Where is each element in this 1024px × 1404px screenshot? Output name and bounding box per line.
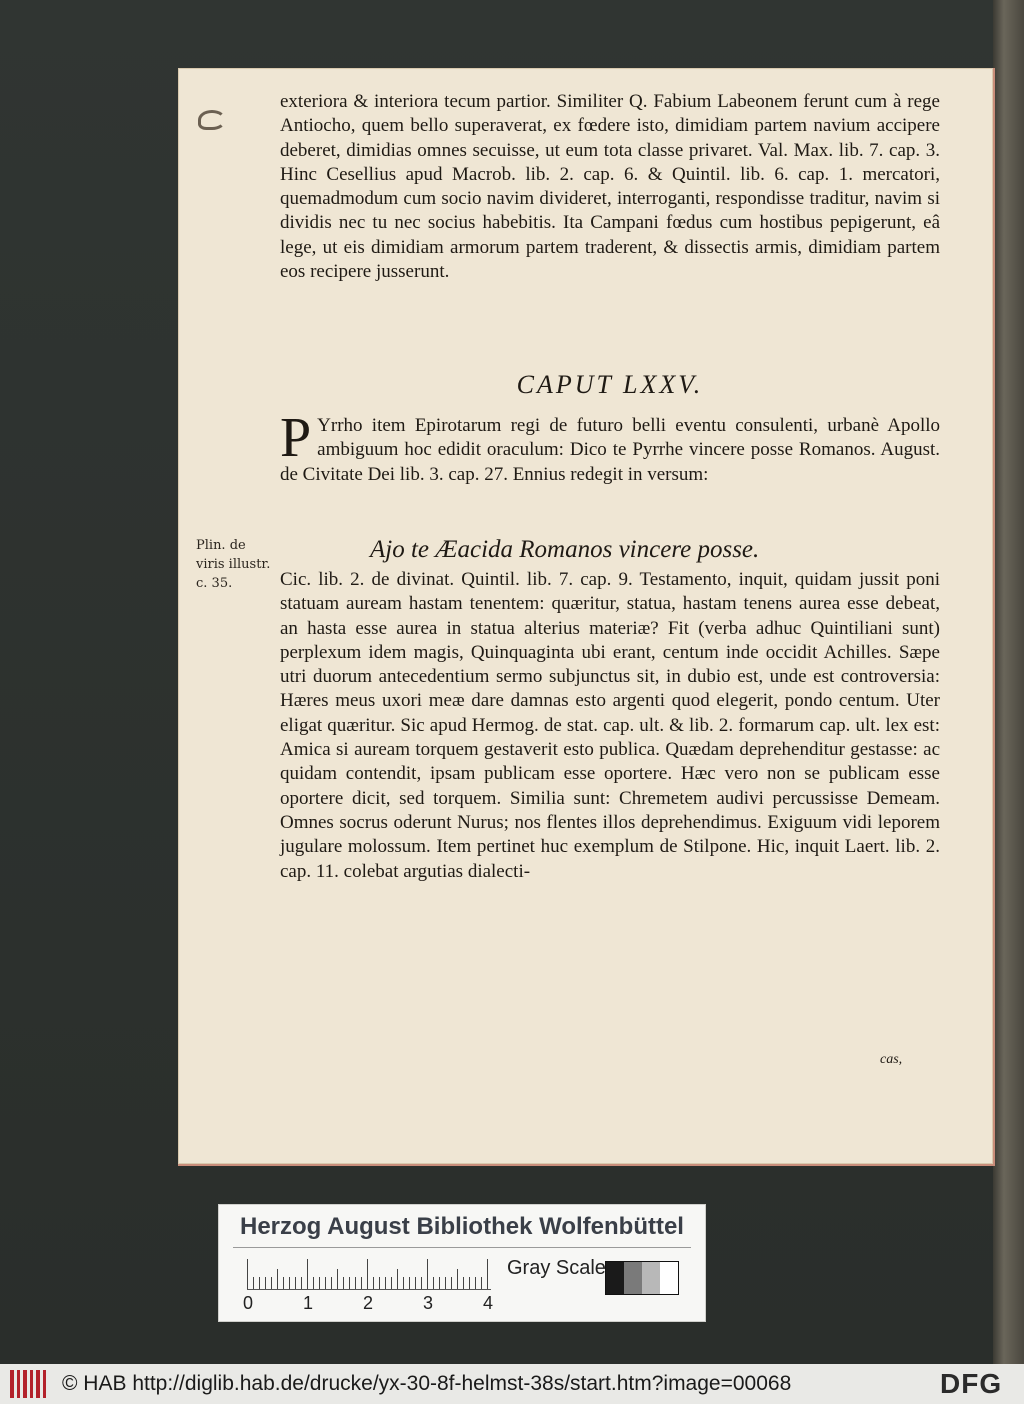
- ruler-tick: [289, 1277, 290, 1289]
- margin-note: Plin. de viris illustr. c. 35.: [196, 538, 271, 591]
- ruler-tick: [265, 1277, 266, 1289]
- ruler-tick: [445, 1277, 446, 1289]
- ruler-tick: [307, 1259, 308, 1289]
- body-text-bottom: [280, 568, 940, 884]
- ruler-tick: [427, 1259, 428, 1289]
- ruler-tick: [463, 1277, 464, 1289]
- color-reference-card: [218, 1204, 706, 1322]
- ruler-tick: [451, 1277, 452, 1289]
- ruler-tick: [373, 1277, 374, 1289]
- ruler-tick: [475, 1277, 476, 1289]
- body-text-caput: [280, 407, 940, 487]
- card-divider: [233, 1247, 691, 1248]
- ruler-tick: [379, 1277, 380, 1289]
- paragraph-bottom: Cic. lib. 2. de divinat. Quintil. lib. 7. cap. 9. Testamento, inquit, quidam jussit poni statuam auream hastam tenentem: quæritur, statua, hastam tenens aurea esse debeat, an hasta esse aurea in statua alterius materiæ? Fit (verba adhuc Quintiliani sunt) perplexum idem magis, Quinquaginta ubi erant, centum inde occidit Achilles. Sæpe utri duorum antecedentium sermo subjunctus sit, in dubio est, unde est controversia: Hæres meus uxori meæ dare damnas esto argenti quod elegerit, pondo centum. Uter eligat quæritur. Sic apud Hermog. de stat. cap. ult. & lib. 2. formarum cap. ult. lex est: Amica si auream torquem gestaverit esto publica. Quædam deprehenditur gestasse: ac quidam contendit, ipsam publicam esse oportere. Hæc vero non se publicam esse oportere dicit, sed torquem. Similia sunt: Chremetem audivi percussisse Demeam. Omnes socrus oderunt Nurus; nos flentes illos deprehendimus. Exiguum vidi leporem jugulare molossum. Item pertinet huc exemplum de Stilpone. Hic, inquit Laert. lib. 2. cap. 11. colebat argutias dialecti-: [280, 569, 940, 882]
- logo-bar: [36, 1370, 40, 1398]
- footer-url[interactable]: © HAB http://diglib.hab.de/drucke/yx-30-8f-helmst-38s/start.htm?image=00068: [62, 1372, 792, 1395]
- ruler-tick: [295, 1277, 296, 1289]
- chapter-heading: CAPUT LXXV.: [516, 370, 704, 399]
- ruler-tick: [343, 1277, 344, 1289]
- paragraph-top: exteriora & interiora tecum partior. Similiter Q. Fabium Labeonem ferunt cum à rege Antiocho, quem bello superaverat, ex fœdere isto, dimidiam partem navium accipere deberet, dimidias omnes secuisse, ut eum tota classe privaret. Val. Max. lib. 7. cap. 3. Hinc Cesellius apud Macrob. lib. 2. cap. 6. & Quintil. lib. 6. cap. 1. mercatori, quemadmodum cum socio navim divideret, interroganti, respondisse traditur, navim si dividis nec tu nec socius habebitis. Ita Campani fœdus cum hostibus pepigerunt, eâ lege, ut eis dimidiam armorum partem traderent, & dissectis armis, dimidiam partem eos recipere jusserunt.: [280, 91, 940, 283]
- body-text-top: [280, 90, 940, 284]
- hab-logo-icon: [10, 1370, 46, 1398]
- ruler-tick: [277, 1269, 278, 1289]
- card-title: Herzog August Bibliothek Wolfenbüttel: [240, 1213, 684, 1240]
- ruler-tick: [253, 1277, 254, 1289]
- ruler-tick: [415, 1277, 416, 1289]
- logo-bar: [10, 1370, 14, 1398]
- ruler-tick: [259, 1277, 260, 1289]
- footer-bar: [0, 1364, 1024, 1404]
- logo-bar: [30, 1370, 34, 1398]
- ruler-tick: [421, 1277, 422, 1289]
- dfg-logo: DFG: [940, 1368, 1003, 1399]
- ruler-tick: [271, 1277, 272, 1289]
- book-edge: [993, 0, 1024, 1364]
- logo-bar: [43, 1370, 47, 1398]
- ruler-tick: [385, 1277, 386, 1289]
- ruler-tick: [403, 1277, 404, 1289]
- ruler-tick: [391, 1277, 392, 1289]
- logo-bar: [23, 1370, 27, 1398]
- gray-swatch: [660, 1262, 678, 1294]
- ink-mark: [198, 110, 226, 130]
- ruler-tick: [409, 1277, 410, 1289]
- logo-bar: [17, 1370, 21, 1398]
- ruler-tick: [367, 1259, 368, 1289]
- paragraph-caput: Yrrho item Epirotarum regi de futuro belli eventu consulenti, urbanè Apollo ambiguum hoc edidit oraculum: Dico te Pyrrhe vincere posse Romanos. August. de Civitate Dei lib. 3. cap. 27. Ennius redegit in versum:: [280, 415, 940, 485]
- ruler-tick: [433, 1277, 434, 1289]
- ruler-tick: [361, 1277, 362, 1289]
- ruler-tick: [337, 1269, 338, 1289]
- catchword: cas,: [880, 1052, 903, 1067]
- ruler-tick: [283, 1277, 284, 1289]
- ruler-tick: [247, 1259, 248, 1289]
- ruler-tick: [469, 1277, 470, 1289]
- ruler-tick: [397, 1269, 398, 1289]
- ruler-tick: [457, 1269, 458, 1289]
- ruler-tick: [313, 1277, 314, 1289]
- ruler-tick: [301, 1277, 302, 1289]
- ruler-number: 4: [483, 1293, 494, 1313]
- ruler-tick: [319, 1277, 320, 1289]
- ruler-number: 2: [363, 1293, 374, 1313]
- ruler-number: 0: [243, 1293, 254, 1313]
- ruler-tick: [355, 1277, 356, 1289]
- gray-scale-label: Gray Scale: [507, 1257, 606, 1279]
- ruler-tick: [439, 1277, 440, 1289]
- scale-ruler: [247, 1257, 491, 1290]
- ruler-number: 3: [423, 1293, 434, 1313]
- gray-swatch: [606, 1262, 624, 1294]
- ruler-tick: [325, 1277, 326, 1289]
- drop-cap: P: [280, 407, 312, 469]
- ruler-tick: [487, 1259, 488, 1289]
- ruler-tick: [349, 1277, 350, 1289]
- gray-swatch: [642, 1262, 660, 1294]
- ruler-number: 1: [303, 1293, 314, 1313]
- verse-line: Ajo te Æacida Romanos vincere posse.: [370, 536, 760, 563]
- gray-scale-swatches: [605, 1261, 679, 1295]
- ruler-tick: [331, 1277, 332, 1289]
- ruler-tick: [481, 1277, 482, 1289]
- gray-swatch: [624, 1262, 642, 1294]
